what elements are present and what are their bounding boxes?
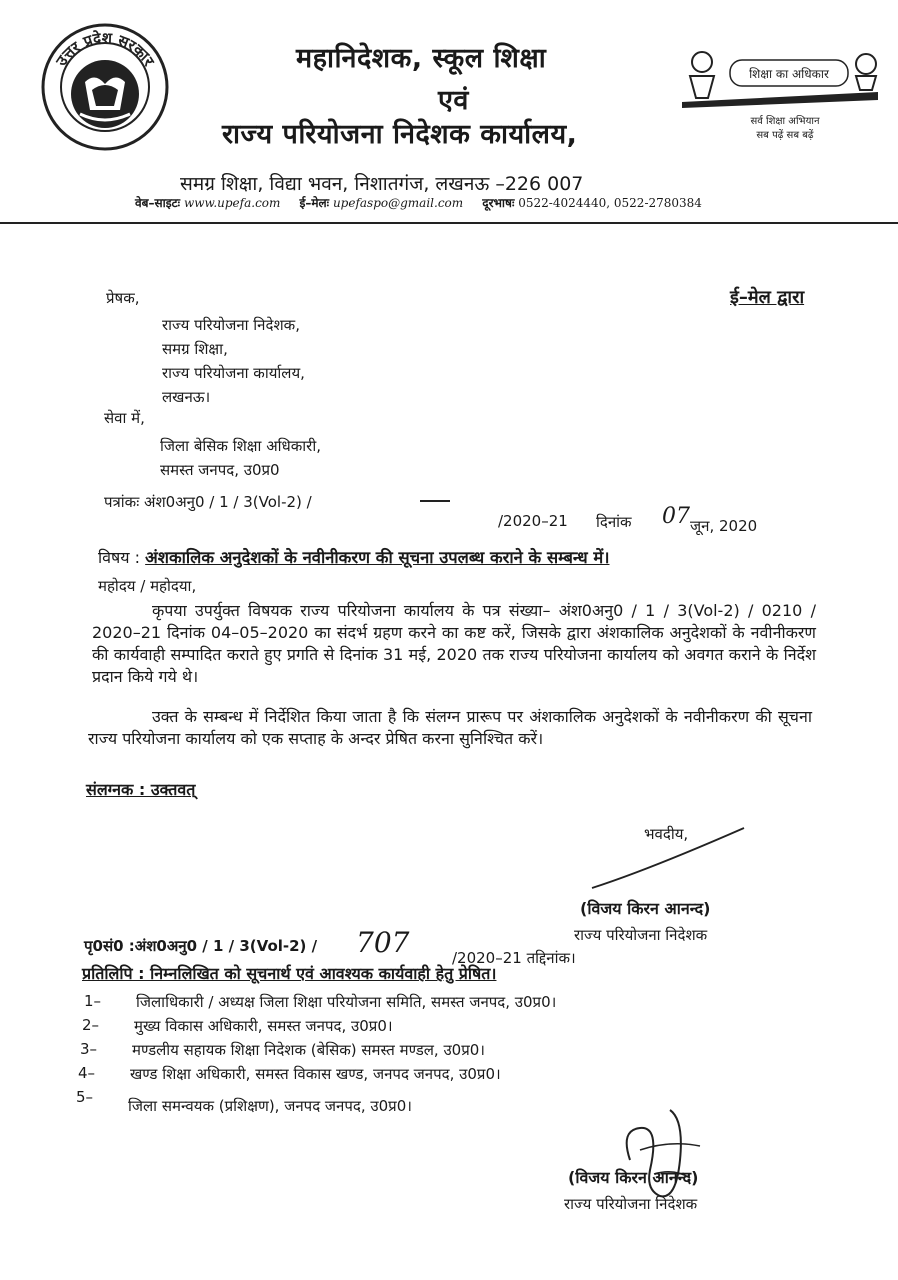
copy-item-number: 3– [80, 1040, 98, 1058]
reference-blank-dash [420, 500, 450, 502]
sender-line: राज्य परियोजना कार्यालय, [162, 364, 305, 382]
copy-item-text: मुख्य विकास अधिकारी, समस्त जनपद, उ0प्र0। [134, 1017, 393, 1035]
sender-label: प्रेषक, [106, 289, 140, 307]
website-label: वेब–साइटः [135, 196, 181, 210]
delivery-mode: ई–मेल द्वारा [730, 287, 805, 308]
reference-year: /2020–21 [498, 512, 568, 530]
date-month-year: जून, 2020 [690, 517, 758, 535]
recipient-line: समस्त जनपद, उ0प्र0 [160, 461, 280, 479]
copy-item-number: 5– [76, 1088, 94, 1106]
recipient-label: सेवा में, [104, 409, 145, 427]
up-government-emblem [40, 22, 170, 152]
office-title-line1: महानिदेशक, स्कूल शिक्षा [296, 43, 547, 74]
rte-logo-line1: सर्व शिक्षा अभियान [750, 116, 820, 127]
final-signatory-title: राज्य परियोजना निदेशक [564, 1195, 698, 1213]
copy-reference [84, 936, 317, 956]
signatory-name: (विजय किरन आनन्द) [580, 899, 711, 918]
subject-text: अंशकालिक अनुदेशकों के नवीनीकरण की सूचना उपलब्ध कराने के सम्बन्ध में। [145, 548, 610, 567]
copy-item-text: खण्ड शिक्षा अधिकारी, समस्त विकास खण्ड, जनपद जनपद, उ0प्र0। [130, 1065, 501, 1083]
salutation: महोदय / महोदया, [98, 577, 197, 595]
signature-stroke [588, 822, 748, 894]
sender-line: राज्य परियोजना निदेशक, [162, 316, 300, 334]
rte-logo-line2: सब पढ़ें सब बढ़ें [756, 130, 814, 141]
subject-label: विषय : [98, 548, 141, 567]
subject-line [98, 545, 609, 568]
sender-line: समग्र शिक्षा, [162, 340, 228, 358]
copy-handwritten-number: 707 [356, 926, 410, 959]
copy-item-text: जिला समन्वयक (प्रशिक्षण), जनपद जनपद, उ0प्र0। [128, 1097, 412, 1115]
copy-ref-year: /2020–21 तद्दिनांक। [452, 949, 576, 967]
contact-line [135, 194, 702, 211]
office-address: समग्र शिक्षा, विद्या भवन, निशातगंज, लखनऊ –226 007 [180, 173, 584, 195]
rte-logo [680, 42, 880, 142]
copy-ref-number: पृ0सं0 :अंश0अनु0 / 1 / 3(Vol-2) / [84, 937, 318, 955]
handwritten-date: 07 [662, 504, 690, 529]
copy-item-text: मण्डलीय सहायक शिक्षा निदेशक (बेसिक) समस्त मण्डल, उ0प्र0। [132, 1041, 485, 1059]
sender-line: लखनऊ। [162, 388, 211, 406]
phone-label: दूरभाषः [482, 196, 515, 210]
phone-numbers: 0522-4024440, 0522-2780384 [518, 196, 702, 210]
copy-item-number: 2– [82, 1016, 100, 1034]
body-paragraph-2: उक्त के सम्बन्ध में निर्देशित किया जाता है कि संलग्न प्रारूप पर अंशकालिक अनुदेशकों के नवीनीकरण की सूचना राज्य परियोजना कार्यालय को एक सप्ताह के अन्दर प्रेषित करना सुनिश्चित करें। [88, 707, 812, 748]
date-label: दिनांक [596, 513, 632, 531]
emblem-text: उत्तर प्रदेश सरकार [52, 28, 158, 70]
copy-item-number: 1– [84, 992, 102, 1010]
rte-logo-title: शिक्षा का अधिकार [749, 67, 829, 81]
email-label: ई–मेलः [299, 196, 330, 210]
copy-item-text: जिलाधिकारी / अध्यक्ष जिला शिक्षा परियोजना समिति, समस्त जनपद, उ0प्र0। [136, 993, 557, 1011]
copy-heading: प्रतिलिपि : निम्नलिखित को सूचनार्थ एवं आवश्यक कार्यवाही हेतु प्रेषित। [82, 964, 497, 983]
office-title-line2: एवं [438, 85, 469, 116]
reference-number: पत्रांकः अंश0अनु0 / 1 / 3(Vol-2) / [104, 493, 312, 511]
recipient-line: जिला बेसिक शिक्षा अधिकारी, [160, 437, 321, 455]
signatory-title: राज्य परियोजना निदेशक [574, 926, 708, 944]
enclosure: संलग्नक : उक्तवत् [86, 780, 196, 799]
email-link[interactable]: upefaspo@gmail.com [332, 196, 464, 210]
final-signatory-name: (विजय किरन आनन्द) [568, 1168, 699, 1187]
closing: भवदीय, [644, 825, 689, 843]
office-title-line3: राज्य परियोजना निदेशक कार्यालय, [222, 119, 578, 150]
header-divider [0, 222, 898, 224]
copy-item-number: 4– [78, 1064, 96, 1082]
body-paragraph-1: कृपया उपर्युक्त विषयक राज्य परियोजना कार्यालय के पत्र संख्या– अंश0अनु0 / 1 / 3(Vol-2) / 0210 / 2020–21 दिनांक 04–05–2020 का संदर्भ ग्रहण करने का कष्ट करें, जिसके द्वारा अंशकालिक अनुदेशकों के नवीनीकरण की कार्यवाही सम्पादित कराते हुए प्रगति से दिनांक 31 मई, 2020 तक राज्य परियोजना कार्यालय को अवगत कराने के निर्देश प्रदान किये गये थे। [92, 601, 816, 686]
website-link[interactable]: www.upefa.com [183, 196, 281, 210]
